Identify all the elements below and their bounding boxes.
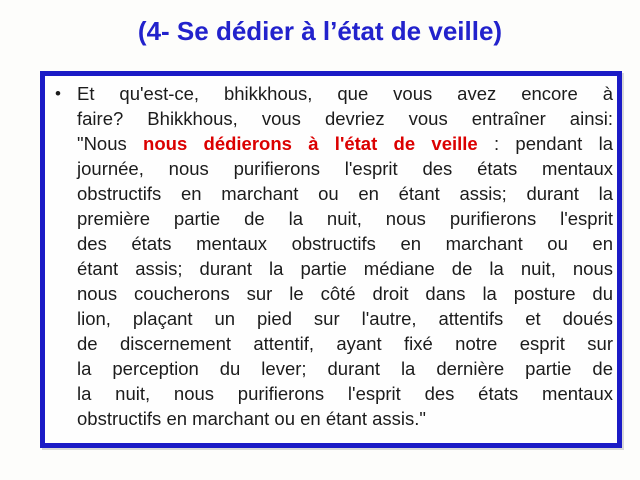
text-line (77, 381, 613, 406)
text-line (77, 131, 613, 156)
body-text: : pendant la (477, 133, 613, 154)
body-text: obstructifs en marchant ou en étant assis; durant la (77, 183, 613, 204)
text-line (77, 156, 613, 181)
text-line (77, 356, 613, 381)
body-text: la perception du lever; durant la dernière partie de (77, 358, 613, 379)
body-text: "Nous (77, 133, 144, 154)
text-line (77, 406, 613, 431)
text-line (77, 106, 613, 131)
emphasis-text: nous dédierons à l'état de veille (143, 133, 478, 154)
body-text: obstructifs en marchant ou en étant assis." (77, 408, 426, 429)
body-text: de discernement attentif, ayant fixé notre esprit sur (77, 333, 613, 354)
text-line (77, 81, 613, 106)
body-text: faire? Bhikkhous, vous devriez vous entraîner ainsi: (77, 108, 613, 129)
body-text: Et qu'est-ce, bhikkhous, que vous avez encore à (77, 83, 613, 104)
content-box (40, 71, 622, 448)
text-line (77, 181, 613, 206)
text-line (77, 231, 613, 256)
paragraph (77, 81, 613, 431)
body-text: étant assis; durant la partie médiane de la nuit, nous (77, 258, 613, 279)
bullet-item (53, 81, 613, 431)
body-text: lion, plaçant un pied sur l'autre, attentifs et doués (77, 308, 613, 329)
body-text: des états mentaux obstructifs en marchant ou en (77, 233, 613, 254)
body-text: la nuit, nous purifierons l'esprit des états mentaux (77, 383, 613, 404)
text-line (77, 281, 613, 306)
body-text: nous coucherons sur le côté droit dans la posture du (77, 283, 613, 304)
bullet-marker: • (55, 84, 61, 103)
text-line (77, 256, 613, 281)
text-line (77, 206, 613, 231)
slide-title: (4- Se dédier à l’état de veille) (137, 16, 503, 46)
body-text: première partie de la nuit, nous purifierons l'esprit (77, 208, 613, 229)
text-line (77, 306, 613, 331)
body-text: journée, nous purifierons l'esprit des états mentaux (77, 158, 613, 179)
text-line (77, 331, 613, 356)
